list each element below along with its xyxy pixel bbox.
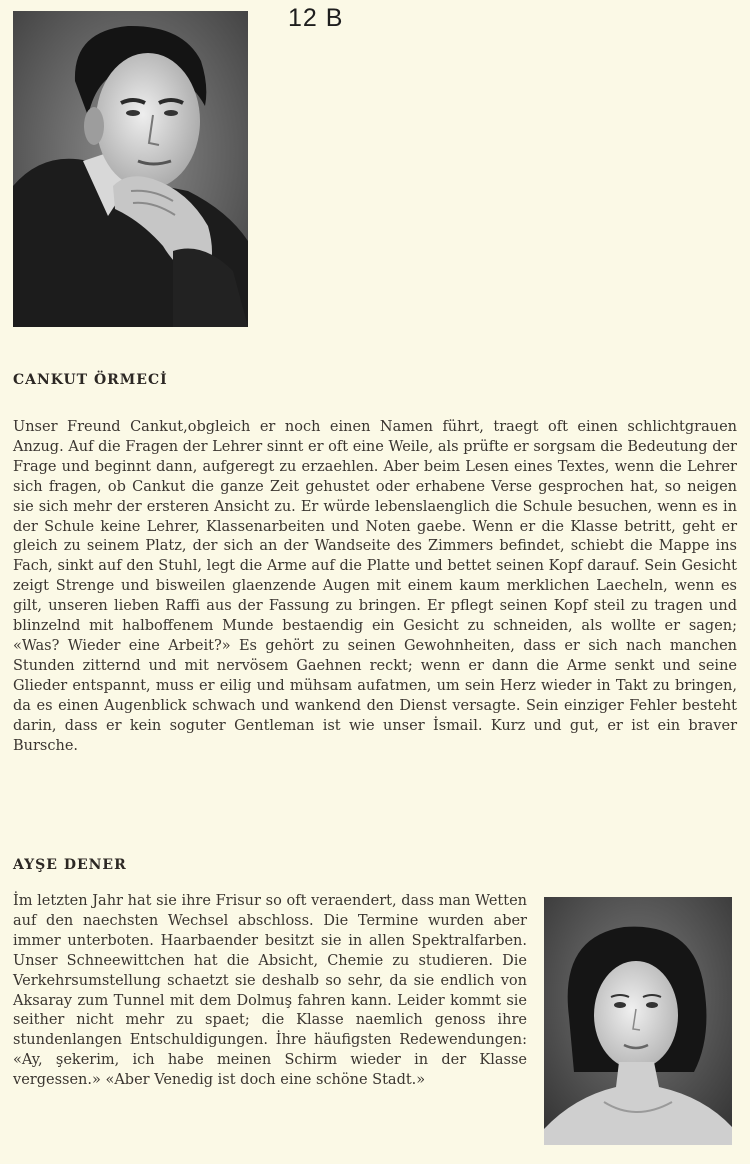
- student-description-paragraph: Unser Freund Cankut,obgleich er noch einen Namen führt, traegt oft einen schlichtgrauen Anzug. Auf die Fragen der Lehrer sinnt er oft eine Weile, als prüfte er sorgsam die Bedeutung der Frage und beginnt dann, aufgeregt zu erzaehlen. Aber beim Lesen eines Textes, wenn die Lehrer sich fragen, ob Cankut die ganze Zeit gehustet oder erhabene Verse gesprochen hat, so neigen sie sich mehr der ersteren Ansicht zu. Er würde lebenslaenglich die Schule besuchen, wenn es in der Schule keine Lehrer, Klassenarbeiten und Noten gaebe. Wenn er die Klasse betritt, geht er gleich zu seinem Platz, der sich an der Wandseite des Zimmers befindet, schiebt die Mappe ins Fach, sinkt auf den Stuhl, legt die Arme auf die Platte und bettet seinen Kopf darauf. Sein Gesicht zeigt Strenge und bisweilen glaenzende Augen mit einem kaum merklichen Laecheln, wenn es gilt, unseren lieben Raffi aus der Fassung zu bringen. Er pflegt seinen Kopf steil zu tragen und blinzelnd mit halboffenem Munde bestaendig ein Gesicht zu schneiden, als wollte er sagen; «Was? Wieder eine Arbeit?» Es gehört zu seinen Gewohnheiten, dass er sich nach manchen Stunden zitternd und mit nervösem Gaehnen reckt; wenn er dann die Arme senkt und seine Glieder entspannt, muss er eilig und mühsam aufatmen, um sein Herz wieder in Takt zu bringen, da es einen Augenblick schwach und wankend den Dienst versagte. Sein einziger Fehler besteht darin, dass er kein soguter Gentleman ist wie unser İsmail. Kurz und gut, er ist ein braver Bursche.: [13, 419, 737, 754]
- student-name-heading: CANKUT ÖRMECİ: [13, 372, 168, 388]
- page-number: 12 B: [288, 4, 344, 32]
- student-description-paragraph: İm letzten Jahr hat sie ihre Frisur so oft veraendert, dass man Wetten auf den naechsten Wechsel abschloss. Die Termine wurden aber immer unterboten. Haarbaender besitzt sie in allen Spektralfarben. Unser Schneewittchen hat die Absicht, Chemie zu studieren. Die Verkehrsumstellung schaetzt sie deshalb so sehr, da sie endlich von Aksaray zum Tunnel mit dem Dolmuş fahren kann. Leider kommt sie seither nicht mehr zu spaet; die Klasse naemlich genoss ihre stundenlangen Entschuldigungen. İhre häufigsten Redewendungen: «Ay, şekerim, ich habe meinen Schirm wieder in der Klasse vergessen.» «Aber Venedig ist doch eine schöne Stadt.»: [13, 893, 527, 1089]
- portrait-photo-ayse: [544, 897, 732, 1145]
- portrait-photo-cankut: [13, 11, 248, 327]
- student-name-heading: AYŞE DENER: [13, 857, 127, 873]
